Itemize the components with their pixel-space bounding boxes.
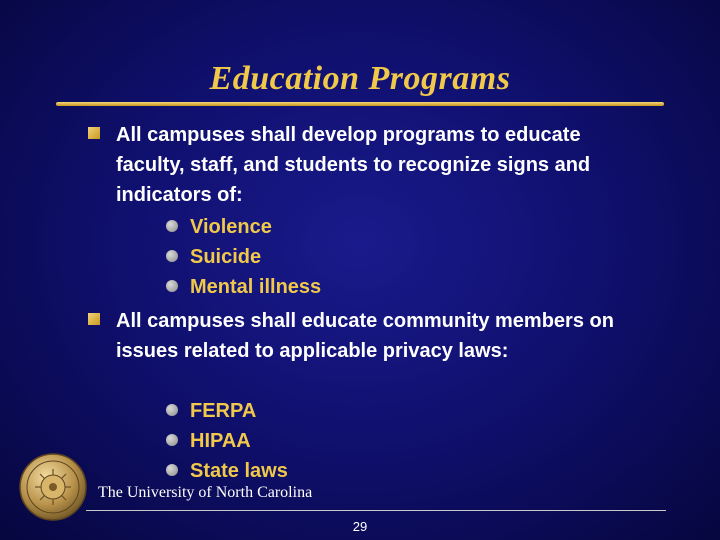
sub-item-text: State laws	[190, 460, 288, 482]
bullet-square-icon	[88, 313, 100, 325]
bullet-dot-icon	[166, 404, 178, 416]
sub-item	[166, 396, 466, 426]
footer-text: The University of North Carolina	[98, 484, 313, 501]
bullet-dot-icon	[166, 464, 178, 476]
bullet-dot-icon	[166, 434, 178, 446]
sub-item-text: Violence	[190, 216, 272, 238]
sub-item	[166, 456, 466, 486]
sub-item-text: Suicide	[190, 246, 262, 268]
sub-item	[166, 212, 466, 242]
university-seal-logo	[18, 452, 88, 522]
bullet-1	[88, 120, 648, 210]
bullet-1-sublist	[166, 212, 466, 302]
slide-title: Education Programs	[209, 60, 511, 97]
title-underline	[56, 102, 664, 106]
bullet-dot-icon	[166, 280, 178, 292]
bullet-2-text: All campuses shall educate community members on issues related to applicable privacy laws:	[116, 310, 614, 362]
footer-rule	[86, 510, 666, 511]
sub-item	[166, 426, 466, 456]
sub-item	[166, 242, 466, 272]
bullet-dot-icon	[166, 250, 178, 262]
sub-item	[166, 272, 466, 302]
bullet-2-sublist	[166, 396, 466, 486]
bullet-square-icon	[88, 127, 100, 139]
bullet-1-text: All campuses shall develop programs to educate faculty, staff, and students to recognize signs and indicators of:	[116, 124, 591, 206]
page-number: 29	[352, 519, 368, 534]
sub-item-text: FERPA	[190, 400, 257, 422]
bullet-dot-icon	[166, 220, 178, 232]
bullet-2	[88, 306, 648, 366]
sub-item-text: HIPAA	[190, 430, 251, 452]
sub-item-text: Mental illness	[190, 276, 322, 298]
